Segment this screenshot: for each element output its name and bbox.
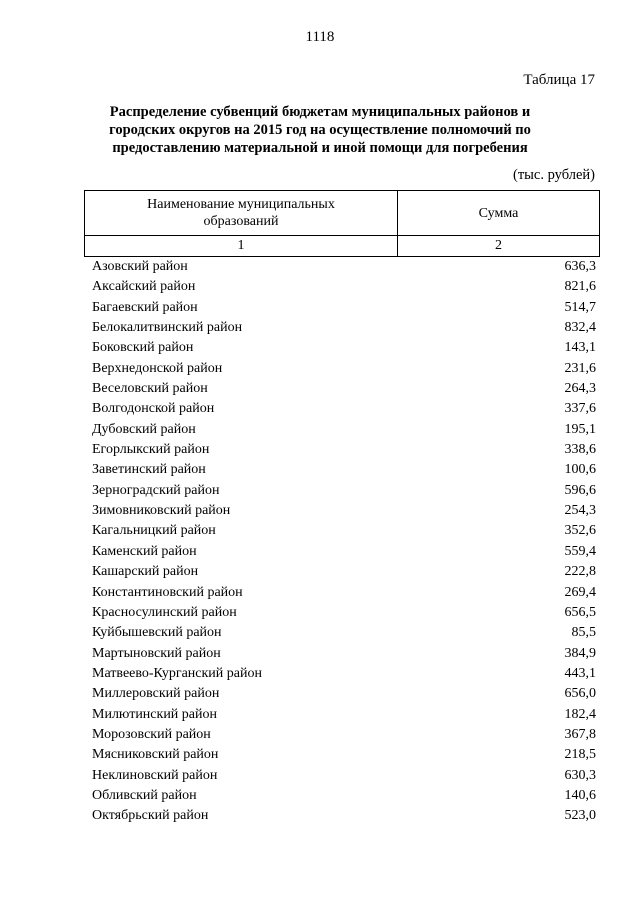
amount-value: 821,6	[564, 279, 596, 295]
amount-value: 384,9	[564, 645, 596, 661]
table-row	[92, 257, 596, 277]
amount-value: 523,0	[564, 808, 596, 824]
table-row	[92, 644, 596, 664]
amount-value: 352,6	[564, 523, 596, 539]
amount-value: 596,6	[564, 482, 596, 498]
amount-value: 338,6	[564, 442, 596, 458]
district-name: Белокалитвинский район	[92, 320, 243, 336]
table-row	[92, 501, 596, 521]
amount-value: 656,5	[564, 604, 596, 620]
district-name: Кашарский район	[92, 564, 199, 580]
amount-value: 337,6	[564, 401, 596, 417]
table-row	[92, 298, 596, 318]
amount-value: 254,3	[564, 503, 596, 519]
page-number: 1118	[305, 29, 335, 45]
table-row	[92, 745, 596, 765]
district-name: Милютинский район	[92, 706, 218, 722]
amount-value: 100,6	[564, 462, 596, 478]
district-name: Мясниковский район	[92, 747, 219, 763]
table-row	[92, 338, 596, 358]
table-row	[92, 420, 596, 440]
table-row	[92, 705, 596, 725]
district-name: Дубовский район	[92, 421, 196, 437]
table-row	[92, 562, 596, 582]
amount-value: 143,1	[564, 340, 596, 356]
column-header-sum: Сумма	[398, 191, 600, 236]
table-label: Таблица 17	[523, 72, 595, 88]
table-row	[92, 542, 596, 562]
district-name: Морозовский район	[92, 726, 211, 742]
table-row	[92, 766, 596, 786]
amount-value: 367,8	[564, 726, 596, 742]
district-name: Каменский район	[92, 543, 197, 559]
district-name: Миллеровский район	[92, 686, 220, 702]
table-row	[92, 623, 596, 643]
column-number-2: 2	[398, 236, 600, 257]
title-line: городских округов на 2015 год на осуществление полномочий по	[109, 122, 531, 138]
amount-value: 832,4	[564, 320, 596, 336]
district-name: Зимовниковский район	[92, 503, 231, 519]
district-name: Куйбышевский район	[92, 625, 222, 641]
amount-value: 85,5	[571, 625, 596, 641]
district-name: Багаевский район	[92, 299, 198, 315]
district-name: Зерноградский район	[92, 482, 220, 498]
title-line: Распределение субвенций бюджетам муниципальных районов и	[109, 104, 531, 120]
column-header-name-line: Наименование муниципальных	[147, 197, 335, 212]
table-row	[92, 603, 596, 623]
table-row	[92, 460, 596, 480]
table-row	[92, 481, 596, 501]
district-name: Егорлыкский район	[92, 442, 210, 458]
table-row	[92, 359, 596, 379]
amount-value: 559,4	[564, 543, 596, 559]
units-label: (тыс. рублей)	[513, 167, 595, 183]
district-name: Волгодонской район	[92, 401, 215, 417]
amount-value: 231,6	[564, 360, 596, 376]
district-name: Красносулинский район	[92, 604, 237, 620]
column-header-name-line: образований	[203, 214, 279, 229]
table-header	[84, 190, 600, 257]
district-name: Веселовский район	[92, 381, 208, 397]
table-row	[92, 664, 596, 684]
district-name: Мартыновский район	[92, 645, 221, 661]
table-row	[92, 725, 596, 745]
amount-value: 630,3	[564, 767, 596, 783]
amount-value: 140,6	[564, 787, 596, 803]
district-name: Аксайский район	[92, 279, 196, 295]
table-row	[92, 583, 596, 603]
district-name: Обливский район	[92, 787, 197, 803]
table-body	[92, 257, 596, 827]
district-name: Верхнедонской район	[92, 360, 223, 376]
amount-value: 269,4	[564, 584, 596, 600]
amount-value: 195,1	[564, 421, 596, 437]
document-title	[92, 103, 548, 157]
column-number-1: 1	[85, 236, 398, 257]
table-row	[92, 684, 596, 704]
district-name: Матвеево-Курганский район	[92, 665, 262, 681]
table-row	[92, 521, 596, 541]
district-name: Заветинский район	[92, 462, 206, 478]
table-row	[92, 440, 596, 460]
table-row	[92, 786, 596, 806]
column-header-name	[85, 191, 398, 236]
district-name: Кагальницкий район	[92, 523, 216, 539]
table-row	[92, 806, 596, 826]
table-row	[92, 277, 596, 297]
table-row	[92, 318, 596, 338]
amount-value: 182,4	[564, 706, 596, 722]
amount-value: 443,1	[564, 665, 596, 681]
district-name: Октябрьский район	[92, 808, 209, 824]
district-name: Неклиновский район	[92, 767, 218, 783]
district-name: Константиновский район	[92, 584, 243, 600]
district-name: Боковский район	[92, 340, 194, 356]
amount-value: 514,7	[564, 299, 596, 315]
amount-value: 636,3	[564, 259, 596, 274]
title-line: предоставлению материальной и иной помощи для погребения	[112, 140, 528, 156]
district-name: Азовский район	[92, 259, 188, 274]
amount-value: 222,8	[564, 564, 596, 580]
amount-value: 656,0	[564, 686, 596, 702]
table-row	[92, 399, 596, 419]
table-row	[92, 379, 596, 399]
amount-value: 218,5	[564, 747, 596, 763]
amount-value: 264,3	[564, 381, 596, 397]
